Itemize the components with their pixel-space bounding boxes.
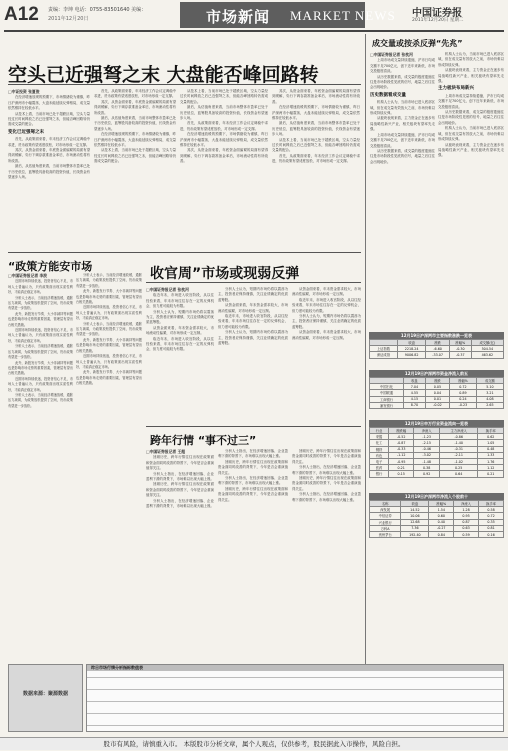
table-row: [370, 352, 504, 358]
table-cell: 0.92: [414, 471, 439, 477]
table-2: [369, 377, 504, 409]
table-cell: 8.70: [404, 402, 426, 408]
main-para-3c: 首先，从政策面来看，年末经济工作会议定调稳中求进，货币政策有望适度放松，对市场形成一定支撑。: [180, 121, 268, 131]
table-cell: 万科A: [370, 525, 401, 531]
main-byline: □中证投资 张夏俊: [8, 89, 40, 94]
table-cell: 9006.82: [397, 352, 426, 358]
main-para-1d: 在经济增速放缓的预期下，市场情绪较为谨慎，昨日沪深两市小幅震荡，大盘未能延续反弹格局，成交量依然维持在较低水平。: [272, 105, 360, 121]
table-cell: 中国石化: [370, 384, 404, 390]
table-cell: 0.38: [414, 465, 439, 471]
table-cell: 电子: [370, 458, 389, 464]
table-cell: -33.07: [426, 352, 449, 358]
table-cell: 7.04: [404, 384, 426, 390]
main-para-4c: 其次，从资金面来看，年底资金面偏紧的局面有望得到缓解，央行下调存款准备金率后，市场流动性将有所改善。: [180, 148, 268, 164]
table-cell: -1.02: [439, 458, 478, 464]
main-article-col3: [180, 89, 268, 249]
right-para-1c: 上周市场成交量持续萎缩，沪市日均成交额不足700亿元，创下近年来新低，市场交投极度清淡。: [438, 93, 504, 109]
table-cell: 1.12: [478, 465, 504, 471]
cotton-para-1c: 临近年末，市场进入收官阶段，从以往经验来看，年末市场往往存在一定的反弹机会，但力度可能较为有限。: [218, 314, 288, 329]
table-cell: 0.01: [425, 396, 449, 402]
right-para-4: 从板块表现来看，主力资金正在逐步布局战略性新兴产业，相关板块有望率先走强。: [370, 116, 435, 132]
main-para-4b: 其次，从资金面来看，年底资金面偏紧的局面有望得到缓解，央行下调存款准备金率后，市场流动性将有所改善。: [94, 99, 176, 115]
table-cell: -0.30: [449, 346, 471, 352]
table-cell: 1.05: [478, 440, 504, 446]
table-cell: 0.58: [479, 507, 504, 513]
table-cell: 14.52: [401, 507, 429, 513]
right-para-3b: 机构人士认为，当前市场已进入底部区域，但在成交量有效放大之前，市场仍难以形成持续反弹。: [438, 52, 504, 67]
table-block-3: [369, 420, 504, 478]
table-cell: -0.37: [449, 352, 471, 358]
main-para-3d: 首先，从政策面来看，年末经济工作会议定调稳中求进，货币政策有望适度放松，对市场形成一定支撑。: [272, 153, 360, 164]
table-3-header: 主力净流入: [439, 428, 478, 434]
policy-para-2e: 分析人士表示，当前经济增速放缓，通胀压力减弱，为政策放松提供了空间，货币政策有望进一步放松。: [76, 321, 142, 337]
table-cell: 0.63: [454, 525, 479, 531]
table-cell: 4.55: [404, 390, 426, 396]
policy-byline: □中国证券报记者 李波: [8, 273, 48, 278]
table-cell: 192.40: [401, 531, 429, 537]
main-para-2: 从技术上看，当前市场已处于超跌区域，空头力量经过长时间释放之后已近强弩之末，但能否峰回路转仍需成交量的配合。: [8, 111, 90, 127]
table-cell: 中国联通: [370, 390, 404, 396]
right-para-1b: 上周市场成交量持续萎缩，沪市日均成交额不足700亿元，创下近年来新低，市场交投极度清淡。: [370, 132, 435, 148]
bottom-chart-panel: [86, 664, 504, 732]
table-cell: 上证指数: [370, 346, 398, 352]
bottom-chart-title: 昨日市场行情分析指标数值表: [91, 665, 143, 670]
right-para-4b: 从板块表现来看，主力资金正在逐步布局战略性新兴产业，相关板块有望率先走强。: [438, 68, 504, 84]
page-number: A12: [4, 4, 39, 25]
bottom-chart-source: 数据来源：聚源数据: [22, 691, 68, 697]
cotton-col3: [292, 287, 361, 422]
table-2-header: 收盘: [404, 378, 426, 384]
main-article-col4: [272, 89, 360, 249]
table-cell: 0.35: [479, 519, 504, 525]
table-cell: 银行: [370, 471, 389, 477]
table-cell: -0.52: [388, 434, 413, 440]
spring-col3: [292, 449, 361, 659]
main-para-1: 在经济增速放缓的预期下，市场情绪较为谨慎，昨日沪深两市小幅震荡，大盘未能延续反弹格局，成交量依然维持在较低水平。: [8, 95, 90, 111]
table-cell: 0.25: [439, 465, 478, 471]
spring-byline: □中国证券报记者 王超: [146, 449, 186, 454]
right-column-rule: [365, 34, 366, 664]
table-2-header: 涨跌: [425, 378, 449, 384]
table-4-header: 收盘: [401, 501, 429, 507]
table-cell: 兴业银行: [370, 519, 401, 525]
table-cell: 3.21: [476, 390, 503, 396]
table-cell: 0.16: [479, 531, 504, 537]
table-row: [370, 402, 504, 408]
main-para-2c: 从技术上看，当前市场已处于超跌区域，空头力量经过长时间释放之后已近强弩之末，但能否峰回路转仍需成交量的配合。: [180, 89, 268, 104]
table-cell: 2218.24: [397, 346, 426, 352]
cotton-para-1d: 临近年末，市场进入收官阶段，从以往经验来看，年末市场往往存在一定的反弹机会，但力度可能较为有限。: [292, 297, 361, 313]
table-1-header: 收盘: [397, 340, 426, 346]
main-article-col1: [8, 89, 90, 249]
policy-para-1d: 近期市场持续低迷，投资者信心不足，市场人士普遍认为，只有政策面出现实质性利好，才能真正稳定市场。: [76, 305, 142, 321]
cotton-byline: □中国证券报记者 张枕河: [146, 287, 189, 292]
policy-para-2c: 分析人士表示，当前经济增速放缓，通胀压力减弱，为政策放松提供了空间，货币政策有望进一步放松。: [8, 392, 73, 408]
table-4-title: 12月19日沪深两市净流入个股前十: [369, 493, 504, 500]
cotton-rule: [146, 282, 361, 283]
main-para-5c: 最后，从估值角度来看，当前市场整体市盈率已处于历史低位，蓝筹股具备较高的投资价值，长线资金有望逐步入场。: [180, 105, 268, 121]
table-1-title: 12月19日沪深两市主要指数涨跌一览表: [369, 332, 504, 339]
cotton-col2: [218, 287, 288, 422]
table-cell: 深证成指: [370, 352, 398, 358]
table-1-header: 成交额(亿): [471, 340, 503, 346]
table-cell: -0.33: [388, 446, 413, 452]
table-cell: 0.95: [454, 513, 479, 519]
table-cell: -3.02: [414, 452, 439, 458]
policy-para-3f: 此外，新股发行节奏、大小非减持等问题也是影响市场走势的重要因素，管理层有望出台相关措施。: [76, 370, 142, 386]
table-row: [370, 471, 504, 477]
policy-headline: “政策方能安市场: [8, 260, 93, 273]
cotton-para-2c: 分析人士认为，短期内市场仍将以震荡为主，投资者应保持谨慎，关注业绩确定的优质蓝筹股。: [218, 330, 288, 346]
header-rule: [4, 30, 504, 32]
main-para-4d: 其次，从资金面来看，年底资金面偏紧的局面有望得到缓解，央行下调存款准备金率后，市场流动性将有所改善。: [272, 89, 360, 104]
cotton-para-2d: 分析人士认为，短期内市场仍将以震荡为主，投资者应保持谨慎，关注业绩确定的优质蓝筹股。: [292, 314, 361, 329]
policy-para-1b: 近期市场持续低迷，投资者信心不足，市场人士普遍认为，只有政策面出现实质性利好，才能真正稳定市场。: [8, 328, 73, 343]
cotton-para-2b: 分析人士认为，短期内市场仍将以震荡为主，投资者应保持谨慎，关注业绩确定的优质蓝筹股。: [218, 287, 288, 302]
table-row: [370, 531, 504, 537]
table-block-1: [369, 332, 504, 359]
policy-para-2: 分析人士表示，当前经济增速放缓，通胀压力减弱，为政策放松提供了空间，货币政策有望进一步放松。: [8, 295, 73, 311]
spring-para-1e: 回顾历史，跨年行情往往出现在政策面和资金面同时改善的背景下，今年是否会重演值得关注。: [292, 449, 361, 464]
table-cell: 0.40: [429, 519, 454, 525]
policy-para-2d: 分析人士表示，当前经济增速放缓，通胀压力减弱，为政策放松提供了空间，货币政策有望进一步放松。: [76, 273, 142, 288]
table-cell: 中信证券: [370, 513, 401, 519]
table-cell: 10.06: [401, 513, 429, 519]
header-sub: 2011年12月20日: [48, 16, 89, 22]
right-para-4c: 从板块表现来看，主力资金正在逐步布局战略性新兴产业，相关板块有望率先走强。: [438, 142, 504, 158]
section-title: 市场新闻: [206, 8, 271, 26]
spring-para-1b: 回顾历史，跨年行情往往出现在政策面和资金面同时改善的背景下，今年是否会重演值得关注。: [146, 482, 214, 498]
table-cell: -1.48: [414, 458, 439, 464]
cotton-para-1b: 临近年末，市场进入收官阶段，从以往经验来看，年末市场往往存在一定的反弹机会，但力度可能较为有限。: [146, 336, 214, 352]
spring-para-1c: 回顾历史，跨年行情往往出现在政策面和资金面同时改善的背景下，今年是否会重演值得关注。: [218, 459, 288, 475]
table-cell: 0.48: [478, 446, 504, 452]
policy-para-3d: 此外，新股发行节奏、大小非减持等问题也是影响市场走势的重要因素，管理层有望出台相关措施。: [76, 289, 142, 305]
main-para-1b: 在经济增速放缓的预期下，市场情绪较为谨慎，昨日沪深两市小幅震荡，大盘未能延续反弹格局，成交量依然维持在较低水平。: [94, 132, 176, 148]
right-para-2: 从历史数据来看，成交量的极度萎缩往往是市场阶段性见底的信号，地量之后往往会出现地价。: [370, 74, 435, 90]
table-cell: 深发展: [370, 507, 401, 513]
table-cell: 0.21: [478, 471, 504, 477]
table-cell: -0.95: [388, 458, 413, 464]
table-cell: -0.02: [425, 402, 449, 408]
main-para-4: 其次，从资金面来看，年底资金面偏紧的局面有望得到缓解，央行下调存款准备金率后，市场流动性将有所改善。: [8, 148, 90, 163]
policy-para-1c: 近期市场持续低迷，投资者信心不足，市场人士普遍认为，只有政策面出现实质性利好，才能真正稳定市场。: [8, 376, 73, 392]
main-headline-rule: [8, 84, 361, 85]
table-cell: 0.24: [450, 396, 477, 402]
table-cell: 2.65: [476, 402, 503, 408]
table-cell: 医药: [370, 465, 389, 471]
main-article-col2: [94, 89, 176, 249]
section-title-en: MARKET NEWS: [290, 8, 396, 23]
table-block-4: [369, 493, 504, 538]
table-cell: -0.31: [439, 446, 478, 452]
table-cell: 0.60: [429, 513, 454, 519]
main-para-5: 最后，从估值角度来看，当前市场整体市盈率已处于历史低位，蓝筹股具备较高的投资价值，长线资金有望逐步入场。: [8, 164, 90, 180]
main-para-3b: 首先，从政策面来看，年末经济工作会议定调稳中求进，货币政策有望适度放松，对市场形成一定支撑。: [94, 89, 176, 99]
right-para-1: 上周市场成交量持续萎缩，沪市日均成交额不足700亿元，创下近年来新低，市场交投极度清淡。: [370, 58, 435, 74]
table-cell: 5.10: [476, 384, 503, 390]
table-cell: 0.05: [425, 384, 449, 390]
table-cell: 504.54: [471, 346, 503, 352]
table-cell: 0.72: [450, 384, 477, 390]
cotton-col1: [146, 287, 214, 422]
table-3-header: 涨跌幅: [388, 428, 413, 434]
table-4-header: 名称: [370, 501, 401, 507]
table-cell: 有色: [370, 452, 389, 458]
table-3-header: 行业: [370, 428, 389, 434]
table-1-header: 涨跌: [426, 340, 449, 346]
cotton-para-3b: 从资金面来看，年末资金需求较大，市场流动性偏紧，对市场形成一定压制。: [218, 303, 288, 313]
cotton-para-2: 分析人士认为，短期内市场仍将以震荡为主，投资者应保持谨慎，关注业绩确定的优质蓝筹股。: [146, 309, 214, 325]
paper-logo: 中国证券报: [412, 8, 462, 19]
spring-col2: [218, 449, 288, 659]
cotton-headline: 收官周”市场或现弱反弹: [150, 266, 300, 282]
policy-col1: [8, 273, 73, 658]
main-headline: 空头已近强弩之末 大盘能否峰回路转: [8, 64, 319, 86]
risk-disclaimer: 股市有风险，请慎重入市。 本版股市分析文章，属个人观点，仅供参考，股民据此入市操作，风险自担。: [0, 737, 508, 750]
right-col2: [438, 52, 504, 327]
table-cell: 0.04: [425, 390, 449, 396]
right-col1: [370, 52, 435, 327]
table-2-header: 涨幅%: [450, 378, 477, 384]
header-meta: 责编：李坤 电话：0755-83501640 美编：: [48, 7, 147, 13]
table-cell: -0.27: [429, 525, 454, 531]
table-cell: 1.54: [429, 507, 454, 513]
table-cell: 工商银行: [370, 396, 404, 402]
cotton-para-1: 临近年末，市场进入收官阶段，从以往经验来看，年末市场往往存在一定的反弹机会，但力度可能较为有限。: [146, 293, 214, 309]
table-cell: -1.23: [414, 434, 439, 440]
table-cell: 463.62: [471, 352, 503, 358]
table-cell: 0.62: [478, 434, 504, 440]
spring-para-1f: 回顾历史，跨年行情往往出现在政策面和资金面同时改善的背景下，今年是否会重演值得关注。: [292, 476, 361, 491]
table-cell: 1.33: [478, 452, 504, 458]
table-cell: 0.84: [429, 531, 454, 537]
table-2-title: 12月19日沪深两市资金净流入前五: [369, 370, 504, 377]
spring-headline: 跨年行情 “事不过三”: [150, 434, 257, 447]
table-cell: -6.60: [426, 346, 449, 352]
table-cell: 0.89: [450, 390, 477, 396]
table-cell: -2.11: [439, 452, 478, 458]
table-4-header: 换手率: [479, 501, 504, 507]
spring-para-2d: 分析人士指出，在经济增速回落、企业盈利下滑的背景下，市场难以出现大幅上涨。: [218, 476, 288, 486]
table-cell: -0.87: [388, 440, 413, 446]
table-cell: 0.59: [454, 531, 479, 537]
right-para-3: 机构人士认为，当前市场已进入底部区域，但在成交量有效放大之前，市场仍难以形成持续反弹。: [370, 100, 435, 116]
spring-para-2f: 分析人士指出，在经济增速回落、企业盈利下滑的背景下，市场难以出现大幅上涨。: [292, 492, 361, 502]
table-cell: -0.23: [450, 402, 477, 408]
table-2-header: 成交额: [476, 378, 503, 384]
table-cell: 0.21: [388, 465, 413, 471]
table-cell: -1.12: [388, 452, 413, 458]
table-cell: -1.40: [439, 440, 478, 446]
spring-para-2b: 分析人士指出，在经济增速回落、企业盈利下滑的背景下，市场难以出现大幅上涨。: [146, 498, 214, 509]
table-cell: 钢铁: [370, 446, 389, 452]
table-cell: 化工: [370, 440, 389, 446]
table-cell: 0.81: [479, 525, 504, 531]
table-cell: 4.08: [476, 396, 503, 402]
table-cell: -2.15: [414, 440, 439, 446]
main-para-5b: 最后，从估值角度来看，当前市场整体市盈率已处于历史低位，蓝筹股具备较高的投资价值，长线资金有望逐步入场。: [94, 116, 176, 131]
right-para-3c: 机构人士认为，当前市场已进入底部区域，但在成交量有效放大之前，市场仍难以形成持续反弹。: [438, 126, 504, 142]
spring-para-1d: 回顾历史，跨年行情往往出现在政策面和资金面同时改善的背景下，今年是否会重演值得关注。: [218, 486, 288, 502]
main-para-3: 首先，从政策面来看，年末经济工作会议定调稳中求进，货币政策有望适度放松，对市场形成一定支撑。: [8, 137, 90, 147]
table-1-header: 涨幅%: [449, 340, 471, 346]
spring-para-2e: 分析人士指出，在经济增速回落、企业盈利下滑的背景下，市场难以出现大幅上涨。: [292, 465, 361, 475]
table-cell: 采掘: [370, 434, 389, 440]
main-para-2b: 从技术上看，当前市场已处于超跌区域，空头力量经过长时间释放之后已近强弩之末，但能否峰回路转仍需成交量的配合。: [94, 148, 176, 164]
policy-para-3e: 此外，新股发行节奏、大小非减持等问题也是影响市场走势的重要因素，管理层有望出台相关措施。: [76, 337, 142, 353]
table-cell: 0.87: [454, 519, 479, 525]
right-byline: □中国证券报记者 张枕河: [370, 52, 413, 57]
spring-para-2c: 分析人士指出，在经济增速回落、企业盈利下滑的背景下，市场难以出现大幅上涨。: [218, 449, 288, 459]
policy-para-2b: 分析人士表示，当前经济增速放缓，通胀压力减弱，为政策放松提供了空间，货币政策有望进一步放松。: [8, 344, 73, 360]
policy-para-3: 此外，新股发行节奏、大小非减持等问题也是影响市场走势的重要因素，管理层有望出台相关措施。: [8, 311, 73, 327]
cotton-para-3: 从资金面来看，年末资金需求较大，市场流动性偏紧，对市场形成一定压制。: [146, 325, 214, 336]
cotton-para-3c: 从资金面来看，年末资金需求较大，市场流动性偏紧，对市场形成一定压制。: [292, 287, 361, 297]
right-headline: 成交量或按杀反弹“先兆”: [372, 39, 463, 48]
table-cell: 贵州茅台: [370, 531, 401, 537]
table-cell: 0.15: [388, 471, 413, 477]
table-cell: 7.36: [401, 525, 429, 531]
table-cell: 1.76: [478, 458, 504, 464]
policy-para-3b: 此外，新股发行节奏、大小非减持等问题也是影响市场走势的重要因素，管理层有望出台相关措施。: [8, 360, 73, 376]
main-para-2d: 从技术上看，当前市场已处于超跌区域，空头力量经过长时间释放之后已近强弩之末，但能否峰回路转仍需成交量的配合。: [272, 137, 360, 153]
table-3-title: 12月19日申万行业资金流向一览表: [369, 420, 504, 427]
bottom-logo-box: [8, 664, 83, 732]
spring-para-1: 回顾历史，跨年行情往往出现在政策面和资金面同时改善的背景下，今年是否会重演值得关注。: [146, 455, 214, 471]
right-subhead-1: 历史数据看成交量: [370, 92, 406, 98]
table-cell: -0.46: [414, 446, 439, 452]
policy-col2: [76, 273, 142, 658]
table-4-header: 涨幅%: [429, 501, 454, 507]
table-cell: 0.64: [439, 471, 478, 477]
spring-para-2: 分析人士指出，在经济增速回落、企业盈利下滑的背景下，市场难以出现大幅上涨。: [146, 471, 214, 482]
cotton-para-3d: 从资金面来看，年末资金需求较大，市场流动性偏紧，对市场形成一定压制。: [292, 330, 361, 340]
policy-para-1: 近期市场持续低迷，投资者信心不足，市场人士普遍认为，只有政策面出现实质性利好，才能真正稳定市场。: [8, 279, 73, 295]
table-cell: 浦发银行: [370, 402, 404, 408]
right-para-2c: 从历史数据来看，成交量的极度萎缩往往是市场阶段性见底的信号，地量之后往往会出现地价。: [438, 110, 504, 125]
table-3: [369, 427, 504, 478]
table-1: [369, 339, 504, 359]
divider-1: [8, 252, 361, 253]
right-para-2b: 从历史数据来看，成交量的极度萎缩往往是市场阶段性见底的信号，地量之后往往会出现地价。: [370, 148, 435, 164]
main-para-5d: 最后，从估值角度来看，当前市场整体市盈率已处于历史低位，蓝筹股具备较高的投资价值，长线资金有望逐步入场。: [272, 121, 360, 137]
table-cell: 1.28: [454, 507, 479, 513]
table-cell: 4.15: [404, 396, 426, 402]
table-cell: 12.68: [401, 519, 429, 525]
spring-col1: [146, 449, 214, 659]
policy-para-1e: 近期市场持续低迷，投资者信心不足，市场人士普遍认为，只有政策面出现实质性利好，才能真正稳定市场。: [76, 354, 142, 369]
issue-date: 2011年12月20日 星期二: [412, 18, 464, 23]
divider-2: [146, 426, 361, 427]
table-cell: 0.72: [479, 513, 504, 519]
table-3-header: 净流入: [414, 428, 439, 434]
right-subhead-2: 主力板块布局新兴: [438, 86, 474, 92]
table-cell: -0.86: [439, 434, 478, 440]
table-block-2: [369, 370, 504, 409]
main-subhead: 变化已近强弩之末: [8, 129, 44, 135]
table-4-header: 净流入: [454, 501, 479, 507]
main-para-1c: 在经济增速放缓的预期下，市场情绪较为谨慎，昨日沪深两市小幅震荡，大盘未能延续反弹格局，成交量依然维持在较低水平。: [180, 132, 268, 148]
table-3-header: 换手率: [478, 428, 504, 434]
table-4: [369, 500, 504, 538]
